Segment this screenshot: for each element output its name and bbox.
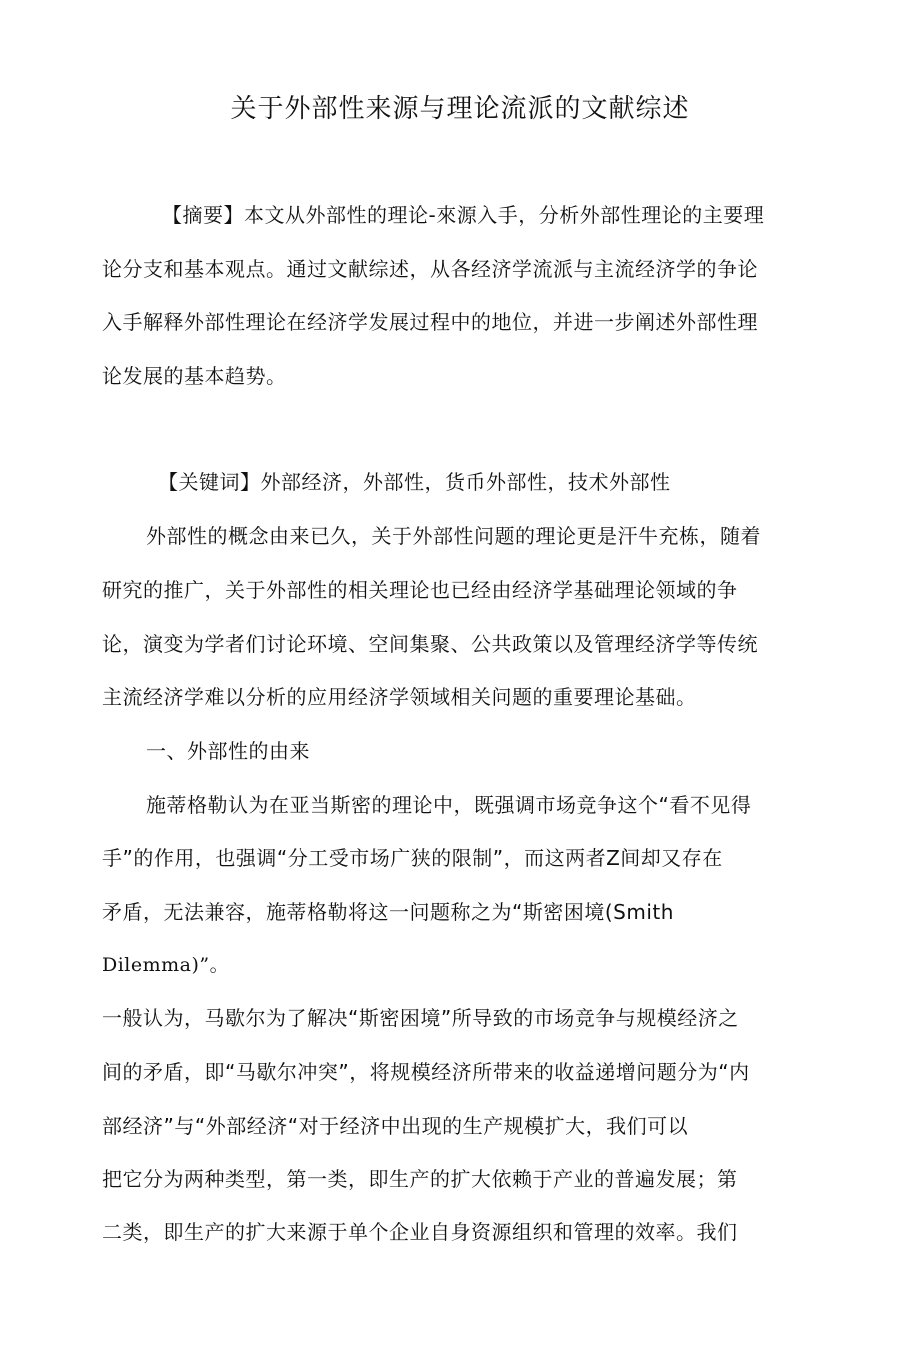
body-line: 部经济”与“外部经济“对于经济中出现的生产规模扩大，我们可以	[102, 1114, 689, 1138]
body-line: 手”的作用，也强调“分工受市场广狭的限制”，而这两者Z间却又存在	[102, 846, 723, 870]
body-line: 矛盾，无法兼容，施蒂格勒将这一问题称之为“斯密困境(Smith	[102, 900, 674, 924]
abstract-line: 论分支和基本观点。通过文献综述，从各经济学流派与主流经济学的争论	[102, 257, 758, 281]
abstract-line: 论发展的基本趋势。	[102, 364, 287, 388]
keywords-line: 【关键词】外部经济，外部性，货币外部性，技术外部性	[158, 470, 671, 494]
intro-line: 主流经济学难以分析的应用经济学领域相关问题的重要理论基础。	[102, 685, 697, 709]
body-line: 把它分为两种类型，第一类，即生产的扩大依赖于产业的普遍发展；第	[102, 1167, 738, 1191]
intro-line: 论，演变为学者们讨论环境、空间集聚、公共政策以及管理经济学等传统	[102, 632, 758, 656]
intro-line: 外部性的概念由来已久，关于外部性问题的理论更是汗牛充栋，随着	[146, 524, 761, 548]
intro-line: 研究的推广，关于外部性的相关理论也已经由经济学基础理论领域的争	[102, 578, 738, 602]
body-line: 二类，即生产的扩大来源于单个企业自身资源组织和管理的效率。我们	[102, 1220, 738, 1244]
body-line: 间的矛盾，即“马歇尔冲突”，将规模经济所带来的收益递增问题分为“内	[102, 1060, 750, 1084]
abstract-line: 入手解释外部性理论在经济学发展过程中的地位，并进一步阐述外部性理	[102, 310, 758, 334]
body-line: 一般认为，马歇尔为了解决“斯密困境”所导致的市场竞争与规模经济之	[102, 1006, 739, 1030]
abstract-line: 【摘要】本文从外部性的理论-來源入手，分析外部性理论的主要理	[162, 203, 765, 227]
body-line: Dilemma)”。	[102, 954, 230, 976]
document-title: 关于外部性来源与理论流派的文献综述	[230, 94, 690, 124]
body-line: 施蒂格勒认为在亚当斯密的理论中，既强调市场竞争这个“看不见得	[146, 793, 752, 817]
section-heading: 一、外部性的由来	[146, 739, 310, 763]
